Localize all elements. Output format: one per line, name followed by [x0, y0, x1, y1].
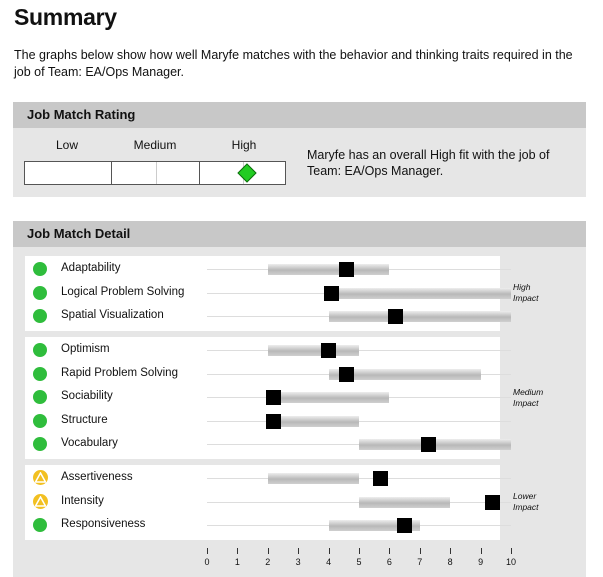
- axis-tick-label: 1: [234, 557, 240, 567]
- axis-tick: [420, 548, 421, 554]
- intro-text: The graphs below show how well Maryfe matches with the behavior and thinking traits required in the job of Team: EA/Ops Manager.: [14, 48, 573, 79]
- score-marker: [373, 471, 388, 486]
- axis-tick: [329, 548, 330, 554]
- trait-name: Assertiveness: [61, 471, 133, 483]
- trait-row: [25, 514, 500, 537]
- green-status-dot-icon: [33, 309, 47, 323]
- score-marker: [324, 286, 339, 301]
- trait-row: [25, 258, 500, 281]
- trait-row: [25, 467, 500, 490]
- axis-tick-label: 2: [265, 557, 271, 567]
- target-range-bar: [268, 416, 359, 427]
- green-status-dot-icon: [33, 390, 47, 404]
- axis-tick-label: 7: [417, 557, 423, 567]
- green-diamond-icon: [237, 163, 257, 183]
- trait-group: [25, 337, 500, 459]
- job-match-rating-panel: [13, 102, 586, 197]
- impact-label-line: Impact: [513, 293, 539, 304]
- score-marker: [485, 495, 500, 510]
- axis-tick-label: 9: [478, 557, 484, 567]
- score-marker: [421, 437, 436, 452]
- axis-tick: [268, 548, 269, 554]
- green-status-dot-icon: [33, 414, 47, 428]
- trait-name: Logical Problem Solving: [61, 285, 185, 298]
- trait-name: Spatial Visualization: [61, 309, 164, 321]
- level-label-medium: Medium: [133, 138, 177, 152]
- impact-label-line: Impact: [513, 397, 539, 408]
- green-status-dot-icon: [33, 286, 47, 300]
- green-status-dot-icon: [33, 518, 47, 532]
- trait-row: [25, 410, 500, 433]
- axis-tick: [298, 548, 299, 554]
- trait-row: [25, 386, 500, 409]
- score-marker: [321, 343, 336, 358]
- job-match-detail-panel: [13, 221, 586, 577]
- score-marker: [339, 262, 354, 277]
- warning-triangle-icon: [33, 494, 48, 509]
- impact-label-line: Medium: [513, 386, 544, 397]
- trait-name: Adaptability: [61, 262, 121, 274]
- impact-label: [513, 491, 539, 513]
- impact-label-line: Lower: [513, 491, 537, 502]
- trait-row: [25, 282, 500, 305]
- green-status-dot-icon: [33, 367, 47, 381]
- rating-summary-text: Maryfe has an overall High fit with the job of Team: EA/Ops Manager.: [307, 148, 550, 178]
- job-match-detail-heading: Job Match Detail: [13, 221, 586, 247]
- scale-track: [207, 421, 511, 422]
- target-range-bar: [359, 497, 450, 508]
- axis-tick: [511, 548, 512, 554]
- trait-name: Intensity: [61, 494, 104, 507]
- axis-tick: [450, 548, 451, 554]
- score-marker: [397, 518, 412, 533]
- target-range-bar: [268, 345, 359, 356]
- axis-tick: [481, 548, 482, 554]
- score-marker: [266, 414, 281, 429]
- axis-tick: [237, 548, 238, 554]
- scale-track: [207, 478, 511, 479]
- target-range-bar: [268, 473, 359, 484]
- impact-label: [513, 387, 543, 409]
- impact-label: [513, 282, 539, 304]
- target-range-bar: [268, 264, 390, 275]
- trait-row: [25, 433, 500, 456]
- trait-row: [25, 305, 500, 328]
- axis-tick-label: 10: [505, 557, 516, 567]
- page-title: Summary: [14, 4, 117, 30]
- axis-tick-label: 0: [204, 557, 210, 567]
- warning-triangle-icon: [33, 470, 48, 485]
- impact-label-line: High: [513, 282, 531, 293]
- impact-label-line: Impact: [513, 502, 539, 513]
- scale-track: [207, 350, 511, 351]
- score-marker: [339, 367, 354, 382]
- target-range-bar: [329, 311, 511, 322]
- axis-tick-label: 8: [447, 557, 453, 567]
- score-marker: [388, 309, 403, 324]
- rating-subdivider: [156, 162, 157, 184]
- rating-divider: [199, 162, 200, 184]
- target-range-bar: [268, 392, 390, 403]
- level-label-low: Low: [55, 138, 78, 152]
- trait-name: Vocabulary: [61, 437, 118, 449]
- trait-name: Optimism: [61, 343, 110, 355]
- axis-tick-label: 3: [295, 557, 301, 567]
- trait-group: [25, 256, 500, 331]
- axis-tick: [207, 548, 208, 554]
- green-status-dot-icon: [33, 262, 47, 276]
- level-label-high: High: [231, 138, 257, 152]
- axis-tick-label: 6: [386, 557, 392, 567]
- axis-tick: [359, 548, 360, 554]
- green-status-dot-icon: [33, 343, 47, 357]
- axis-tick-label: 4: [326, 557, 332, 567]
- score-marker: [266, 390, 281, 405]
- trait-row: [25, 339, 500, 362]
- axis-tick: [389, 548, 390, 554]
- trait-row: [25, 491, 500, 514]
- trait-name: Rapid Problem Solving: [61, 366, 178, 379]
- rating-scale-box: [24, 161, 286, 185]
- trait-name: Structure: [61, 413, 108, 426]
- trait-group: [25, 465, 500, 540]
- trait-name: Sociability: [61, 390, 113, 402]
- green-status-dot-icon: [33, 437, 47, 451]
- job-match-rating-heading: Job Match Rating: [13, 102, 586, 128]
- trait-row: [25, 363, 500, 386]
- axis-tick-label: 5: [356, 557, 362, 567]
- target-range-bar: [329, 288, 511, 299]
- trait-name: Responsiveness: [61, 518, 146, 530]
- rating-divider: [111, 162, 112, 184]
